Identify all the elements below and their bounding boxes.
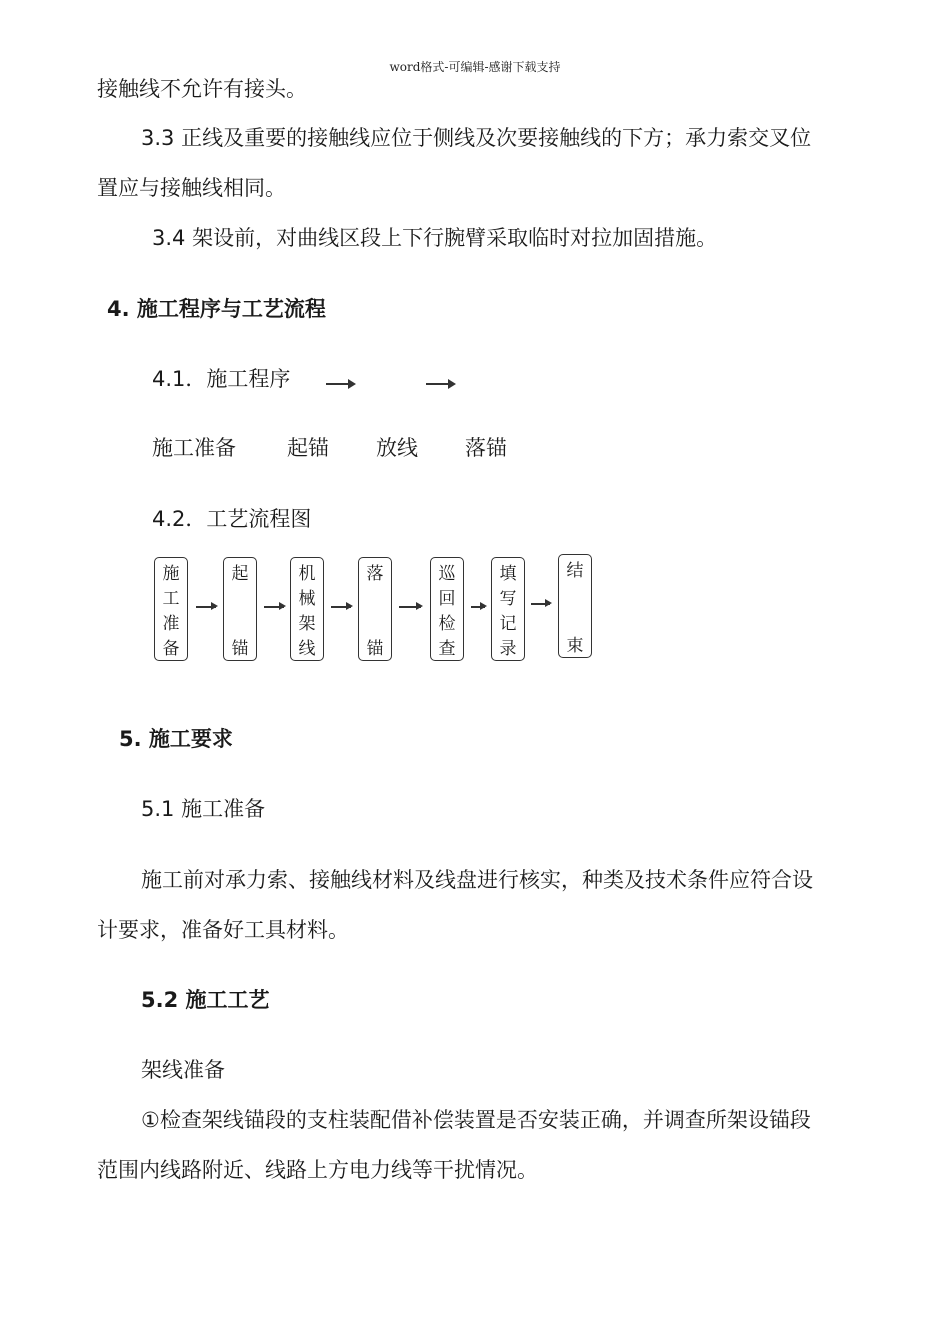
flow-char: 锚	[231, 639, 249, 659]
paragraph-line: 置应与接触线相同。	[97, 176, 286, 200]
paragraph-line: 施工前对承力索、接触线材料及线盘进行核实，种类及技术条件应符合设	[141, 868, 813, 892]
subsection-5-1: 5.1 施工准备	[141, 797, 266, 821]
flow-char: 准	[162, 614, 180, 634]
flow-char: 写	[499, 589, 517, 609]
flow-char: 起	[231, 564, 249, 584]
section-heading-4: 4. 施工程序与工艺流程	[107, 297, 326, 321]
flow-box-machine-wiring	[290, 557, 324, 661]
flow-box-anchor-end	[358, 557, 392, 661]
subsection-4-2: 4.2．工艺流程图	[152, 507, 312, 531]
flow-char: 机	[298, 564, 316, 584]
flow-char: 巡	[438, 564, 456, 584]
flow-char: 录	[499, 639, 517, 659]
paragraph-line: 架线准备	[141, 1058, 225, 1082]
flow-char: 记	[499, 614, 517, 634]
arrow-icon	[399, 606, 421, 608]
page-header: word格式-可编辑-感谢下载支持	[389, 60, 561, 74]
arrow-icon	[471, 606, 485, 608]
flow-box-anchor-start	[223, 557, 257, 661]
flow-char: 查	[438, 639, 456, 659]
flow-box-inspection	[430, 557, 464, 661]
arrow-icon	[196, 606, 216, 608]
flow-char: 检	[438, 614, 456, 634]
flow-char: 结	[566, 561, 584, 581]
paragraph-line: 接触线不允许有接头。	[97, 77, 307, 101]
paragraph-line: ①检查架线锚段的支柱装配借补偿装置是否安装正确，并调查所架设锚段	[141, 1108, 811, 1132]
arrow-icon	[326, 383, 354, 385]
procedure-step: 放线	[376, 436, 418, 460]
clause-3-4: 3.4 架设前，对曲线区段上下行腕臂采取临时对拉加固措施。	[152, 226, 718, 250]
subsection-4-1: 4.1．施工程序	[152, 367, 291, 391]
flow-char: 束	[566, 636, 584, 656]
arrow-icon	[426, 383, 454, 385]
procedure-step: 落锚	[465, 436, 507, 460]
flow-char: 备	[162, 639, 180, 659]
arrow-icon	[531, 603, 550, 605]
procedure-step: 起锚	[287, 436, 329, 460]
flow-box-prepare	[154, 557, 188, 661]
flow-char: 回	[438, 589, 456, 609]
paragraph-line: 范围内线路附近、线路上方电力线等干扰情况。	[97, 1158, 538, 1182]
flow-char: 架	[298, 614, 316, 634]
flow-box-end	[558, 554, 592, 658]
flow-char: 锚	[366, 639, 384, 659]
section-heading-5: 5. 施工要求	[119, 727, 233, 751]
flow-char: 工	[162, 589, 180, 609]
clause-3-3: 3.3 正线及重要的接触线应位于侧线及次要接触线的下方；承力索交叉位	[141, 126, 812, 150]
flow-char: 落	[366, 564, 384, 584]
flow-char: 填	[499, 564, 517, 584]
subsection-heading-5-2: 5.2 施工工艺	[141, 988, 270, 1012]
arrow-icon	[331, 606, 351, 608]
paragraph-line: 计要求，准备好工具材料。	[97, 918, 349, 942]
procedure-step: 施工准备	[152, 436, 236, 460]
arrow-icon	[264, 606, 284, 608]
flow-char: 械	[298, 589, 316, 609]
flow-char: 施	[162, 564, 180, 584]
flow-box-record	[491, 557, 525, 661]
flow-char: 线	[298, 639, 316, 659]
